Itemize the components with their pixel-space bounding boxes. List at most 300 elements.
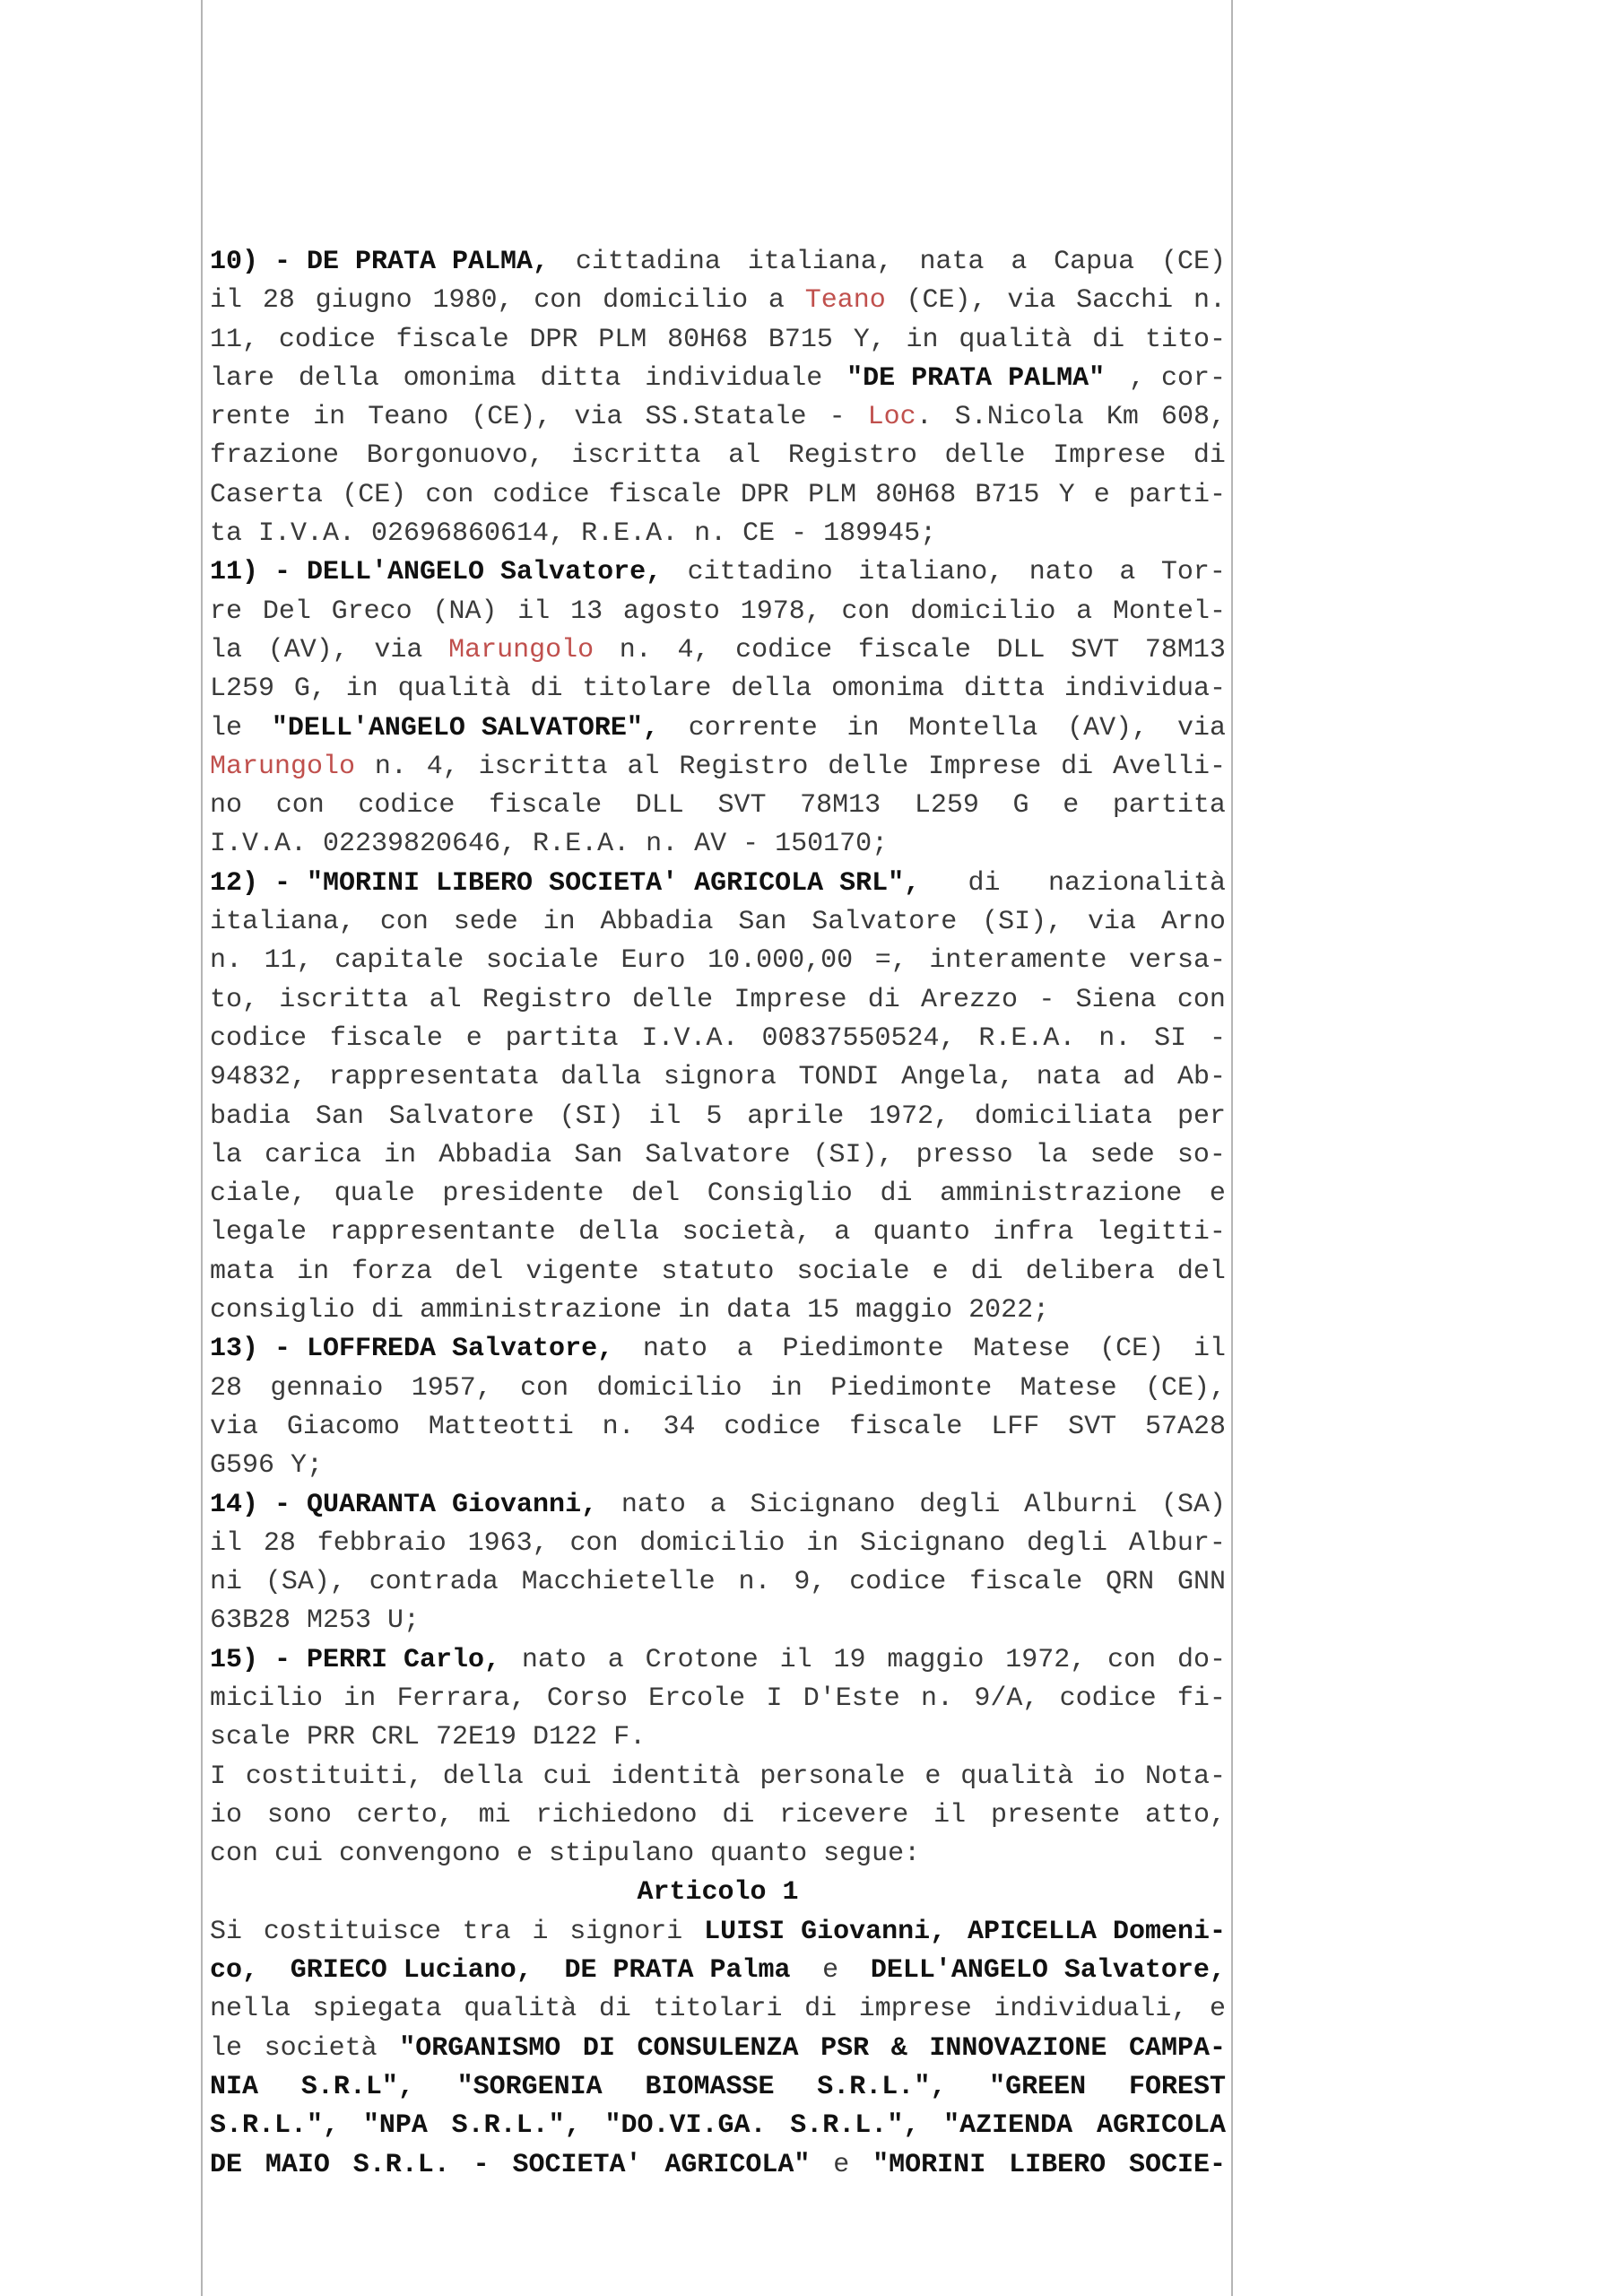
text-word: e [822, 1955, 839, 1987]
text-word: società, [681, 1217, 812, 1248]
text-word: fiscale [329, 1022, 443, 1054]
text-word: (NA) [432, 596, 498, 627]
bold-text: S.R.L", [300, 2071, 414, 2102]
text-line [210, 321, 1226, 360]
text-word: omonima [831, 674, 945, 705]
text-word: SVT [1071, 634, 1120, 665]
bold-text: - [473, 2149, 490, 2180]
text-word: n. [619, 634, 652, 665]
text-word: io [1093, 1761, 1126, 1792]
text-word: richiedono [535, 1799, 698, 1831]
text-line [210, 1370, 1226, 1408]
text-word: SVT [1068, 1411, 1117, 1442]
text-word: Imprese [1053, 440, 1167, 472]
text-word: domicilio [603, 285, 749, 317]
text-word: R.E.A. [978, 1022, 1076, 1054]
text-line [210, 1563, 1226, 1602]
text-line [210, 1098, 1226, 1136]
text-line [210, 1874, 1226, 1912]
text-word: I.V.A. [641, 1022, 739, 1054]
text-word: G [1012, 790, 1029, 822]
text-word: versa- [1128, 945, 1226, 977]
text-word: con [534, 285, 583, 317]
red-word: Marungolo [448, 634, 595, 665]
bold-text: AGRICOLA [1096, 2110, 1226, 2142]
text-line [210, 631, 1226, 670]
text-line [210, 1330, 1226, 1369]
text-word: e [465, 1022, 482, 1054]
text-word: nato [521, 1644, 586, 1675]
text-word: a [709, 1489, 726, 1520]
bold-text: PSR [820, 2032, 870, 2064]
text-word: Greco [331, 596, 412, 627]
text-word: San [315, 1100, 364, 1132]
text-word: n. [374, 751, 407, 782]
text-word: in [343, 1683, 377, 1714]
text-word: n. [210, 945, 243, 977]
text-word: con [520, 1372, 569, 1404]
text-word: ciale, [210, 1178, 308, 1210]
text-word: - [1209, 1022, 1226, 1054]
text-word: a [768, 285, 785, 317]
text-word: San [738, 907, 787, 938]
text-word: nella [210, 1994, 291, 2025]
text-word: nato [1028, 557, 1094, 588]
text-word: codice [724, 1411, 821, 1442]
text-word: Matteotti [428, 1411, 574, 1442]
text-word: Angela, [901, 1062, 1015, 1093]
text-word: Sacchi [1076, 285, 1174, 317]
text-word: le [210, 2032, 243, 2064]
text-word: in [297, 1256, 330, 1287]
bold-text: 11) - DELL'ANGELO Salvatore, [210, 557, 663, 588]
text-word: Piedimonte [830, 1372, 993, 1404]
text-word: individua- [1063, 674, 1226, 705]
bold-text: "SORGENIA [456, 2071, 603, 2102]
text-word: 94832, [210, 1062, 308, 1093]
text-word: n. [921, 1683, 954, 1714]
text-word: 78M13 [800, 790, 881, 822]
text-word: in [769, 1372, 803, 1404]
text-word: di [968, 867, 1001, 899]
text-word: ni [210, 1567, 243, 1598]
text-line [210, 1952, 1226, 1990]
text-word: delle [632, 984, 714, 1015]
text-word: (CE), [906, 285, 987, 317]
text-word: Arno [1160, 907, 1226, 938]
text-word: Del [262, 596, 311, 627]
text-word: quanto [872, 1217, 970, 1248]
text-word: 4, [677, 634, 710, 665]
text-line [210, 942, 1226, 980]
text-word: Corso [546, 1683, 628, 1714]
text-word: statuto [661, 1256, 775, 1287]
text-word: forza [352, 1256, 433, 1287]
red-word: Marungolo [210, 751, 356, 782]
bold-text: "MORINI [872, 2149, 986, 2180]
text-word: domicilio [910, 596, 1056, 627]
text-word: via [1088, 907, 1137, 938]
text-word: e [932, 1256, 949, 1287]
text-word: in [542, 907, 576, 938]
text-word: legale [210, 1217, 308, 1248]
text-word: a [607, 1644, 624, 1675]
text-line [210, 1447, 1226, 1485]
text-word: imprese [858, 1994, 972, 2025]
text-word: I [766, 1683, 783, 1714]
text-word: via [1007, 285, 1056, 317]
text-word: sociale [485, 945, 599, 977]
text-line [210, 1020, 1226, 1058]
text-word: corrente [688, 712, 818, 744]
text-word: PLM [808, 479, 857, 510]
text-word: in [384, 1139, 417, 1170]
text-word: e [1209, 1994, 1226, 2025]
text-word: Albur- [1128, 1527, 1226, 1559]
text-line [210, 1253, 1226, 1292]
text-word: spiegata [312, 1994, 442, 2025]
text-line [210, 2068, 1226, 2107]
text-word: di [867, 984, 900, 1015]
text-word: (CE) [342, 479, 407, 510]
text-word: Euro [621, 945, 686, 977]
text-word: scale PRR CRL 72E19 D122 F. [210, 1722, 647, 1753]
text-word: personale [759, 1761, 906, 1792]
text-word: Borgonuovo, [366, 440, 544, 472]
text-word: la [1035, 1139, 1068, 1170]
text-word: fiscale [608, 479, 722, 510]
text-word: di [530, 674, 563, 705]
text-word: il [1193, 1334, 1226, 1365]
bold-text: "AZIENDA [943, 2110, 1073, 2142]
text-word: italiano, [858, 557, 1004, 588]
text-word: ricevere [779, 1799, 909, 1831]
text-word: 28 [263, 1527, 296, 1559]
text-word: cui [542, 1761, 592, 1792]
text-word: 63B28 M253 U; [210, 1605, 421, 1637]
text-word: Siena [1075, 984, 1157, 1015]
text-word: con cui convengono e stipulano quanto segue: [210, 1839, 921, 1870]
text-word: costituisce [263, 1916, 441, 1947]
text-line [210, 1913, 1226, 1952]
text-word: B715 [768, 324, 833, 355]
text-word: qualità [960, 1761, 1074, 1792]
text-line [210, 825, 1226, 864]
text-word: di [1061, 751, 1094, 782]
text-word: il [517, 596, 551, 627]
text-word: GNN [1176, 1567, 1226, 1598]
text-word: cittadina [575, 247, 721, 277]
bold-text: BIOMASSE [645, 2071, 775, 2102]
text-word: via [374, 634, 423, 665]
text-word: 1963, [467, 1527, 549, 1559]
text-line [210, 1525, 1226, 1563]
text-word: (AV), [1067, 712, 1149, 744]
text-word: Ferrara, [396, 1683, 526, 1714]
text-line [210, 360, 1226, 398]
text-word: atto, [1144, 1799, 1226, 1831]
text-word: domicilio [596, 1372, 742, 1404]
text-line [210, 2030, 1226, 2068]
text-word: - [1038, 984, 1055, 1015]
text-word: 10.000,00 [707, 945, 854, 977]
text-word: il [933, 1799, 967, 1831]
text-word: rappresentata [328, 1062, 539, 1093]
text-word: (SA) [1160, 1489, 1226, 1520]
text-word: gennaio [270, 1372, 384, 1404]
text-word: a [1119, 557, 1136, 588]
text-word: 34 [663, 1411, 696, 1442]
bold-text: "GREEN [989, 2071, 1087, 2102]
text-word: codice [358, 790, 456, 822]
text-line [210, 1758, 1226, 1796]
text-word: 28 [262, 285, 295, 317]
text-word: Matese [973, 1334, 1071, 1365]
text-line [210, 1796, 1226, 1835]
text-word: quale [334, 1178, 415, 1210]
text-word: L259 [210, 674, 275, 705]
text-word: sede [1089, 1139, 1155, 1170]
text-word: maggio [887, 1644, 985, 1675]
text-word: del [631, 1178, 681, 1210]
bold-text: Articolo 1 [637, 1877, 799, 1909]
text-word: Caserta [210, 479, 324, 510]
bold-text: CONSULENZA [637, 2032, 799, 2064]
text-word: carica [265, 1139, 362, 1170]
text-line [210, 787, 1226, 825]
text-line [210, 437, 1226, 475]
text-word: le [210, 712, 243, 744]
bold-text: 10) - DE PRATA PALMA, [210, 247, 550, 277]
text-word: Capua [1054, 247, 1135, 277]
text-word: in [313, 402, 346, 433]
text-word: partita [1112, 790, 1226, 822]
text-word: 11, [264, 945, 313, 977]
bold-text: FOREST [1128, 2071, 1226, 2102]
text-line [210, 1408, 1226, 1447]
text-word: - [829, 402, 846, 433]
text-word: Imprese [733, 984, 847, 1015]
text-line [210, 553, 1226, 592]
text-word: DLL [996, 634, 1046, 665]
text-word: 13 [570, 596, 603, 627]
text-word: codice [210, 1022, 308, 1054]
text-word: di [598, 1994, 631, 2025]
text-word: TONDI [798, 1062, 880, 1093]
text-word: della [578, 1217, 660, 1248]
text-word: contrada [369, 1567, 499, 1598]
text-word: ad [1123, 1062, 1156, 1093]
text-word: Salvatore [645, 1139, 791, 1170]
text-word: titolari [653, 1994, 783, 2025]
text-line [210, 2146, 1226, 2185]
text-word: (CE) [1099, 1334, 1165, 1365]
text-word: via [1176, 712, 1226, 744]
bold-text: GRIECO Luciano, [290, 1955, 533, 1987]
text-word: 9/A, [974, 1683, 1039, 1714]
text-word: ta I.V.A. 02696860614, R.E.A. n. CE - 189945; [210, 518, 937, 550]
text-word: Montel- [1112, 596, 1226, 627]
text-word: codice [849, 1567, 947, 1598]
text-line [210, 1486, 1226, 1525]
bold-text: LUISI Giovanni, [704, 1916, 947, 1947]
text-word: delibera [1025, 1256, 1155, 1287]
text-line [210, 282, 1226, 320]
text-word: signori [569, 1916, 683, 1947]
text-word: codice [735, 634, 833, 665]
text-word: , cor- [1128, 362, 1226, 394]
text-word: via [574, 402, 623, 433]
text-word: i [532, 1916, 549, 1947]
bold-text: 13) - LOFFREDA Salvatore, [210, 1334, 614, 1365]
text-word: Y, [853, 324, 886, 355]
text-word: il [210, 1527, 243, 1559]
text-word: a [834, 1217, 851, 1248]
text-word: e [1209, 1178, 1226, 1210]
text-word: B715 [975, 479, 1040, 510]
text-word: al [728, 440, 761, 472]
text-word: Consiglio [707, 1178, 853, 1210]
text-word: D'Este [803, 1683, 900, 1714]
text-word: fiscale [395, 324, 509, 355]
text-word: e [924, 1761, 942, 1792]
text-word: SI [1154, 1022, 1187, 1054]
text-word: Teano [368, 402, 449, 433]
text-line [210, 1641, 1226, 1680]
text-word: degli [1027, 1527, 1108, 1559]
text-word: Registro [482, 984, 612, 1015]
text-line [210, 476, 1226, 515]
text-line [210, 1213, 1226, 1252]
text-word: la [210, 1139, 243, 1170]
text-word: Tor- [1160, 557, 1226, 588]
text-word: I.V.A. 02239820646, R.E.A. n. AV - 150170; [210, 829, 889, 860]
text-word: mata [210, 1256, 275, 1287]
text-word: titolare [582, 674, 712, 705]
text-word: Alburni [1024, 1489, 1138, 1520]
text-word: individuale [645, 362, 823, 394]
text-word: Crotone [645, 1644, 759, 1675]
text-word: al [627, 751, 660, 782]
red-word: Loc [867, 402, 916, 433]
text-word: a [736, 1334, 753, 1365]
text-word: della [442, 1761, 524, 1792]
text-word: 80H68 [875, 479, 957, 510]
bold-text: S.R.L.", [790, 2110, 920, 2142]
text-word: io [210, 1799, 243, 1831]
text-word: delle [828, 751, 909, 782]
text-word: omonima [403, 362, 516, 394]
text-word: certo, [356, 1799, 454, 1831]
text-word: G, [293, 674, 326, 705]
bold-text: DE [210, 2149, 243, 2180]
text-word: interamente [929, 945, 1107, 977]
text-word: rente [210, 402, 291, 433]
text-word: n. [1193, 285, 1226, 317]
text-word: capitale [334, 945, 464, 977]
text-line [210, 1680, 1226, 1718]
text-word: Registro [679, 751, 809, 782]
text-word: domicilio [639, 1527, 785, 1559]
bold-text: APICELLA Domeni- [967, 1916, 1226, 1947]
text-line [210, 981, 1226, 1020]
text-word: qualità [464, 1994, 577, 2025]
text-word: rappresentante [329, 1217, 556, 1248]
text-word: nato [621, 1489, 686, 1520]
text-word: 28 [210, 1372, 243, 1404]
text-line [210, 593, 1226, 631]
bold-text: MAIO [265, 2149, 330, 2180]
text-word: 5 [706, 1100, 723, 1132]
text-word: italiana, [747, 247, 893, 277]
text-word: di [1193, 440, 1226, 472]
text-word: costituiti, [245, 1761, 423, 1792]
text-line [210, 1602, 1226, 1640]
bold-text: S.R.L.", [817, 2071, 947, 2102]
text-word: 4, [426, 751, 459, 782]
text-line [210, 709, 1226, 748]
text-word: Abbadia [600, 907, 714, 938]
text-word: QRN [1106, 1567, 1155, 1598]
text-word: degli [919, 1489, 1001, 1520]
text-word: ditta [540, 362, 621, 394]
bold-text: "DO.VI.GA. [604, 2110, 767, 2142]
text-word: Arezzo [921, 984, 1019, 1015]
text-word: iscritta [478, 751, 608, 782]
text-line [210, 1058, 1226, 1097]
bold-text: co, [210, 1955, 259, 1987]
text-word: 80H68 [667, 324, 749, 355]
text-word: con [379, 907, 429, 938]
text-word: re [210, 596, 243, 627]
text-word: nata [1036, 1062, 1101, 1093]
text-word: con [1107, 1644, 1157, 1675]
text-word: tra [462, 1916, 511, 1947]
text-word: presente [991, 1799, 1121, 1831]
bold-text: LIBERO [1009, 2149, 1107, 2180]
text-word: al [429, 984, 462, 1015]
text-word: in [345, 674, 378, 705]
text-word: a [1076, 596, 1093, 627]
text-word: Abbadia [438, 1139, 552, 1170]
bold-text: SOCIE- [1128, 2149, 1226, 2180]
text-word: individuali, [994, 1994, 1188, 2025]
text-word: badia [210, 1100, 291, 1132]
text-word: nato [642, 1334, 707, 1365]
text-word: cittadino [687, 557, 833, 588]
text-word: 57A28 [1144, 1411, 1226, 1442]
text-word: SS.Statale [645, 402, 807, 433]
text-word: dalla [560, 1062, 642, 1093]
text-word: Giacomo [286, 1411, 400, 1442]
text-word: sono [266, 1799, 332, 1831]
text-word: 19 [833, 1644, 866, 1675]
text-word: febbraio [317, 1527, 447, 1559]
text-word: iscritta [571, 440, 701, 472]
text-word: nazionalità [1047, 867, 1226, 899]
text-word: n. [738, 1567, 771, 1598]
text-line [210, 398, 1226, 437]
text-line [210, 903, 1226, 942]
text-word: tito- [1144, 324, 1226, 355]
text-line [210, 748, 1226, 787]
text-word: Macchietelle [521, 1567, 716, 1598]
text-word: DLL [635, 790, 684, 822]
text-word: presidente [442, 1178, 604, 1210]
text-word: fiscale [969, 1567, 1083, 1598]
underlined-name [210, 748, 355, 787]
text-word: do- [1176, 1644, 1226, 1675]
